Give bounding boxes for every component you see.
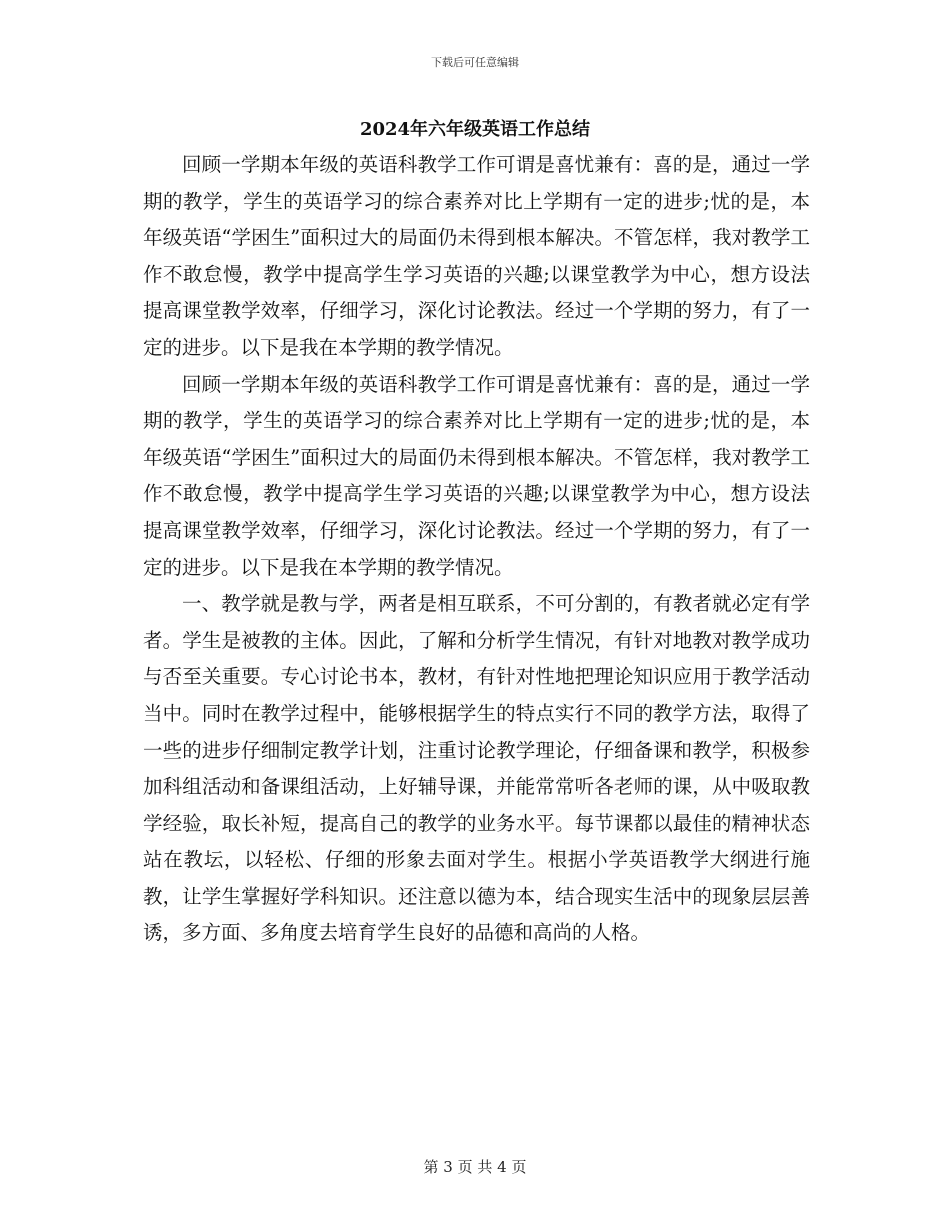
page-number: 第 3 页 共 4 页: [423, 1158, 527, 1176]
download-note: 下载后可任意编辑: [431, 56, 519, 69]
paragraph-3: 一、教学就是教与学，两者是相互联系，不可分割的，有教者就必定有学者。学生是被教的主体。因此，了解和分析学生情况，有针对地教对教学成功与否至关重要。专心讨论书本，教材，有针对性地把理论知识应用于教学活动当中。同时在教学过程中，能够根据学生的特点实行不同的教学方法，取得了一些的进步仔细制定教学计划，注重讨论教学理论，仔细备课和教学，积极参加科组活动和备课组活动，上好辅导课，并能常常听各老师的课，从中吸取教学经验，取长补短，提高自己的教学的业务水平。每节课都以最佳的精神状态站在教坛，以轻松、仔细的形象去面对学生。根据小学英语教学大纲进行施教，让学生掌握好学科知识。还注意以德为本，结合现实生活中的现象层层善诱，多方面、多角度去培育学生良好的品德和高尚的人格。: [143, 592, 810, 945]
paragraph-2: 回顾一学期本年级的英语科教学工作可谓是喜忧兼有：喜的是，通过一学期的教学，学生的英语学习的综合素养对比上学期有一定的进步;忧的是，本年级英语“学困生”面积过大的局面仍未得到根本解决。不管怎样，我对教学工作不敢怠慢，教学中提高学生学习英语的兴趣;以课堂教学为中心，想方设法提高课堂教学效率，仔细学习，深化讨论教法。经过一个学期的努力，有了一定的进步。以下是我在本学期的教学情况。: [143, 372, 810, 579]
document-title: 2024年六年级英语工作总结: [359, 119, 591, 140]
paragraph-1: 回顾一学期本年级的英语科教学工作可谓是喜忧兼有：喜的是，通过一学期的教学，学生的英语学习的综合素养对比上学期有一定的进步;忧的是，本年级英语“学困生”面积过大的局面仍未得到根本解决。不管怎样，我对教学工作不敢怠慢，教学中提高学生学习英语的兴趣;以课堂教学为中心，想方设法提高课堂教学效率，仔细学习，深化讨论教法。经过一个学期的努力，有了一定的进步。以下是我在本学期的教学情况。: [143, 153, 810, 359]
document-body: [143, 147, 810, 952]
